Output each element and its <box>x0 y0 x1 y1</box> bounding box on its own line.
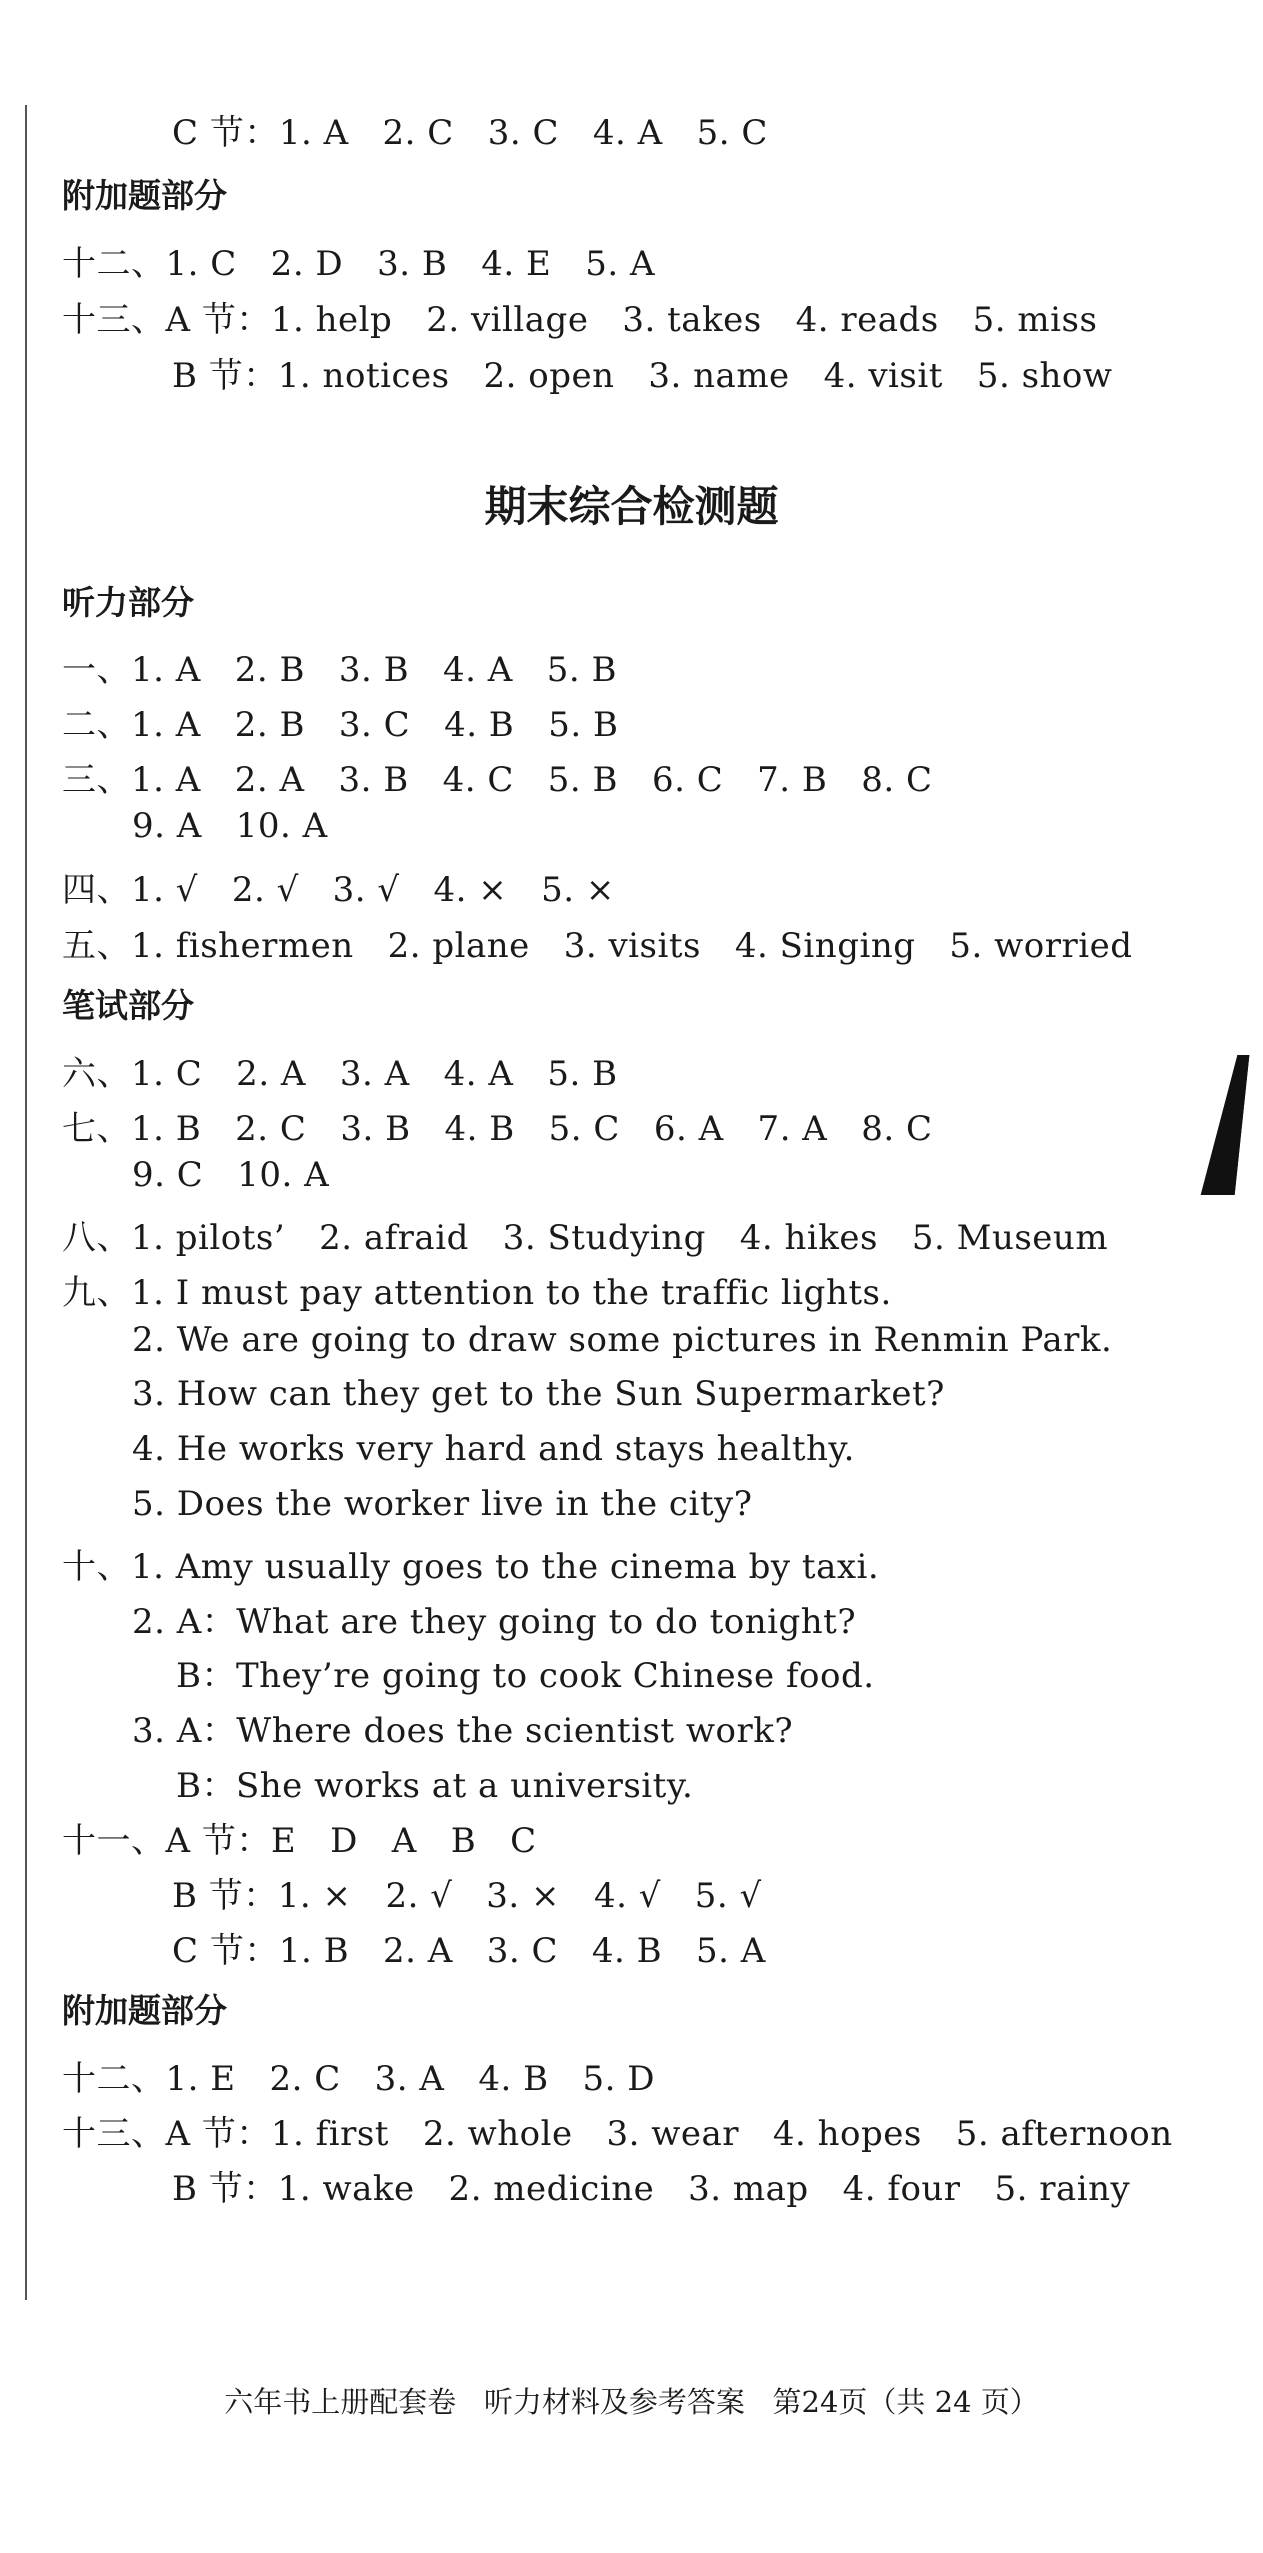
answer-text: C 节：1. B 2. A 3. C 4. B 5. A <box>172 1931 766 1971</box>
answer-text: B：She works at a university. <box>176 1766 694 1806</box>
answer-row <box>62 752 933 801</box>
question-label: 十一、 <box>62 1821 166 1861</box>
answer-text: 4. He works very hard and stays healthy. <box>132 1429 855 1469</box>
answer-text: 1. A 2. B 3. B 4. A 5. B <box>131 650 617 690</box>
answer-row <box>132 1429 855 1469</box>
answer-row <box>62 1210 1108 1259</box>
answer-row <box>132 1320 1112 1360</box>
answer-text: 1. A 2. C 3. C 4. A 5. C <box>278 113 768 153</box>
answer-text: 3. How can they get to the Sun Supermarket? <box>132 1374 945 1414</box>
page-edge-shadow <box>1201 1055 1250 1195</box>
answer-text: B：They’re going to cook Chinese food. <box>176 1656 875 1696</box>
q12-row <box>62 236 655 285</box>
answer-text: 1. C 2. A 3. A 4. A 5. B <box>131 1054 618 1094</box>
question-label: 十、 <box>62 1547 131 1587</box>
answer-row <box>172 1868 762 1917</box>
section-label: A 节： <box>165 300 271 340</box>
answer-row <box>62 918 1133 967</box>
answer-text: B 节：1. wake 2. medicine 3. map 4. four 5. rainy <box>172 2169 1131 2209</box>
answer-row <box>132 1374 945 1414</box>
answer-text: A 节：1. first 2. whole 3. wear 4. hopes 5. afternoon <box>165 2114 1173 2154</box>
question-label: 八、 <box>62 1218 131 1258</box>
answer-text: 9. A 10. A <box>132 806 328 846</box>
answer-text: 9. C 10. A <box>132 1155 330 1195</box>
answer-text: 1. A 2. B 3. C 4. B 5. B <box>131 705 619 745</box>
answer-row <box>132 1484 752 1524</box>
extra-section-header: 附加题部分 <box>62 176 227 215</box>
answer-text: 1. E 2. C 3. A 4. B 5. D <box>165 2059 656 2099</box>
answer-text: 2. A：What are they going to do tonight? <box>132 1602 857 1642</box>
answer-text: 5. Does the worker live in the city? <box>132 1484 753 1524</box>
answer-row <box>62 1539 879 1588</box>
answer-text: 1. A 2. A 3. B 4. C 5. B 6. C 7. B 8. C <box>131 760 933 800</box>
question-label: 四、 <box>62 870 131 910</box>
question-label: 七、 <box>62 1109 131 1149</box>
answer-text: 1. C 2. D 3. B 4. E 5. A <box>165 244 656 284</box>
answer-row <box>132 1594 856 1643</box>
answer-text: B 节：1. × 2. √ 3. × 4. √ 5. √ <box>172 1876 762 1916</box>
c-section-row <box>172 105 768 154</box>
written-header: 笔试部分 <box>62 986 194 1025</box>
question-label: 九、 <box>62 1273 131 1313</box>
question-label: 三、 <box>62 760 131 800</box>
answer-row <box>62 642 617 691</box>
left-margin-rule <box>25 105 27 2300</box>
answer-text: 1. help 2. village 3. takes 4. reads 5. miss <box>270 300 1098 340</box>
q13a-row <box>62 292 1097 341</box>
answer-row <box>62 1813 537 1862</box>
answer-row <box>62 2051 655 2100</box>
page-footer: 六年书上册配套卷 听力材料及参考答案 第24页（共 24 页） <box>224 2385 1039 2419</box>
question-label: 五、 <box>62 926 131 966</box>
answer-row <box>132 1703 793 1752</box>
answer-row <box>62 862 615 911</box>
q13b-row <box>172 348 1113 397</box>
answer-text: 1. fishermen 2. plane 3. visits 4. Singing 5. worried <box>131 926 1133 966</box>
question-label: 一、 <box>62 650 131 690</box>
answer-text: 1. notices 2. open 3. name 4. visit 5. show <box>277 356 1113 396</box>
answer-text: 1. I must pay attention to the traffic lights. <box>131 1273 892 1313</box>
listening-header: 听力部分 <box>62 583 194 622</box>
answer-text: 3. A：Where does the scientist work? <box>132 1711 794 1751</box>
answer-text: 1. pilots’ 2. afraid 3. Studying 4. hikes 5. Museum <box>131 1218 1109 1258</box>
answer-row <box>172 2161 1130 2210</box>
extra-section-header: 附加题部分 <box>62 1991 227 2030</box>
answer-row <box>172 1923 766 1972</box>
answer-text: A 节：E D A B C <box>165 1821 537 1861</box>
answer-row <box>62 697 618 746</box>
question-label: 二、 <box>62 705 131 745</box>
page-title: 期末综合检测题 <box>484 482 779 531</box>
answer-row <box>62 2106 1173 2155</box>
answer-row <box>132 1155 329 1195</box>
answer-row <box>176 1648 875 1697</box>
answer-row <box>132 806 328 846</box>
question-label: 十二、 <box>62 244 166 284</box>
question-label: 十二、 <box>62 2059 166 2099</box>
question-label: 六、 <box>62 1054 131 1094</box>
answer-row <box>62 1101 933 1150</box>
answer-row <box>62 1046 618 1095</box>
section-label: B 节： <box>172 356 278 396</box>
answer-row <box>62 1265 892 1314</box>
question-label: 十三、 <box>62 300 166 340</box>
answer-text: 1. √ 2. √ 3. √ 4. × 5. × <box>131 870 615 910</box>
answer-text: 1. Amy usually goes to the cinema by taxi. <box>131 1547 880 1587</box>
answer-text: 1. B 2. C 3. B 4. B 5. C 6. A 7. A 8. C <box>131 1109 933 1149</box>
section-label: C 节： <box>172 113 279 153</box>
answer-row <box>176 1758 693 1807</box>
question-label: 十三、 <box>62 2114 166 2154</box>
answer-text: 2. We are going to draw some pictures in Renmin Park. <box>132 1320 1113 1360</box>
